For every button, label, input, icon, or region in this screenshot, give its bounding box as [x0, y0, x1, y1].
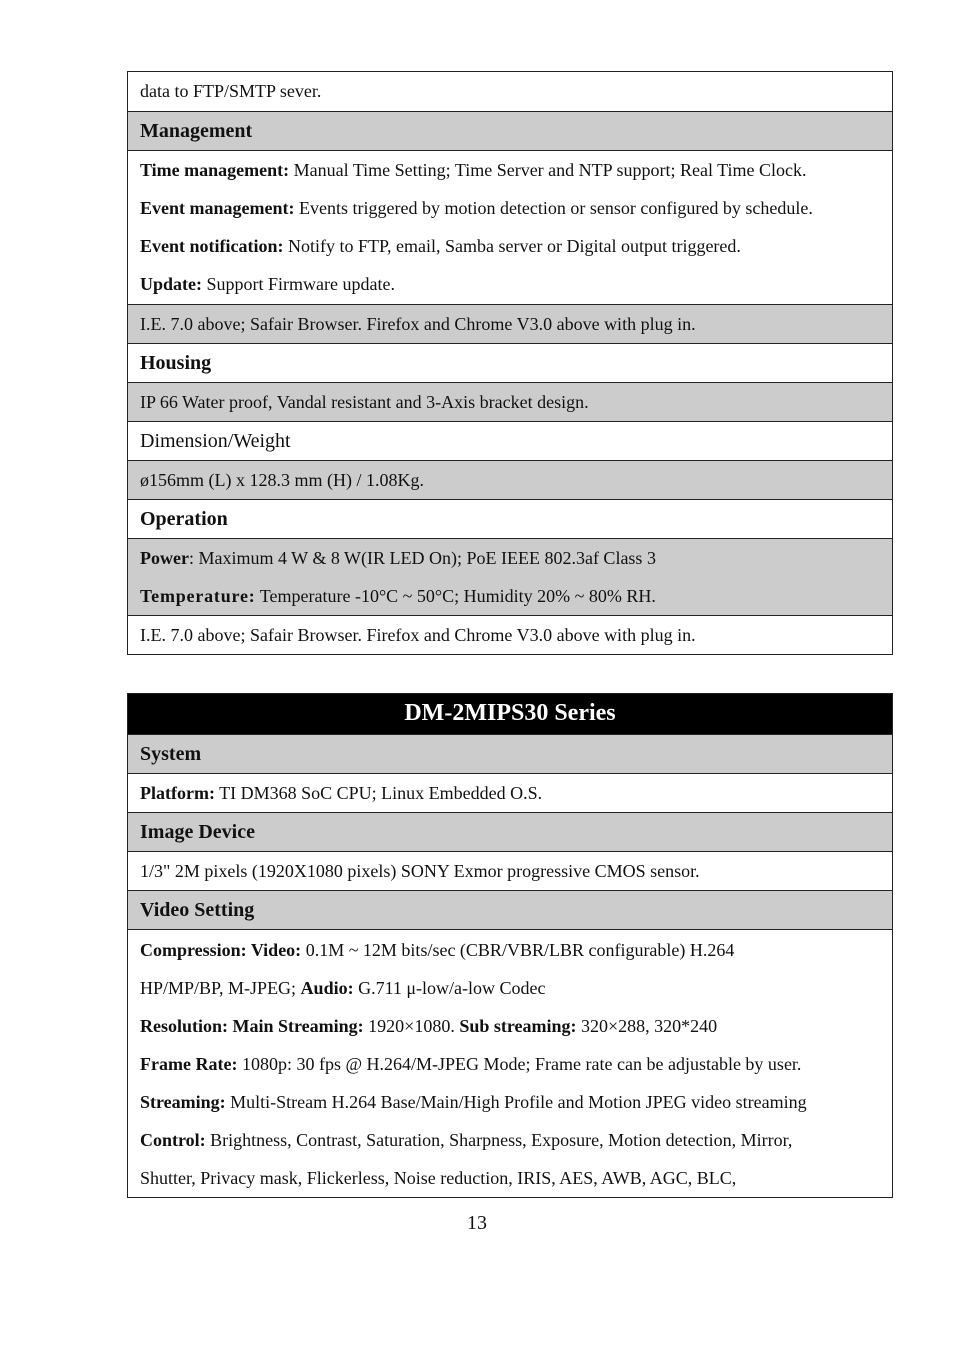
compression-text: 0.1M ~ 12M bits/sec (CBR/VBR/LBR configurable) H.264 — [301, 940, 735, 960]
video-setting-heading — [128, 890, 892, 929]
control-text: Brightness, Contrast, Saturation, Sharpness, Exposure, Motion detection, Mirror, — [205, 1130, 793, 1150]
series-title-text: DM-2MIPS30 Series — [404, 700, 616, 726]
management-details — [128, 150, 892, 304]
dimension-heading-text: Dimension/Weight — [140, 430, 291, 452]
power-line — [140, 539, 880, 577]
control-continued: Shutter, Privacy mask, Flickerless, Noise reduction, IRIS, AES, AWB, AGC, BLC, — [140, 1168, 737, 1188]
resolution-text: 1920×1080. — [363, 1016, 460, 1036]
sub-streaming-label: Sub streaming: — [459, 1016, 577, 1036]
frame-rate-label: Frame Rate: — [140, 1054, 238, 1074]
frame-rate-text: 1080p: 30 fps @ H.264/M-JPEG Mode; Frame rate can be adjustable by user. — [237, 1054, 802, 1074]
audio-line — [140, 969, 880, 1007]
housing-heading-text: Housing — [140, 352, 212, 374]
temperature-label: Temperature: — [140, 586, 256, 606]
event-management-label: Event management: — [140, 198, 295, 218]
browser-text-2: I.E. 7.0 above; Safair Browser. Firefox and Chrome V3.0 above with plug in. — [140, 625, 696, 645]
resolution-line — [140, 1007, 880, 1045]
housing-heading — [128, 343, 892, 382]
management-heading — [128, 111, 892, 150]
control-line — [140, 1121, 880, 1159]
compression-continued: HP/MP/BP, M-JPEG; — [140, 978, 301, 998]
event-management-text: Events triggered by motion detection or sensor configured by schedule. — [294, 198, 813, 218]
dimension-row — [128, 460, 892, 499]
operation-heading-text: Operation — [140, 508, 228, 530]
operation-details — [128, 538, 892, 615]
dimension-heading — [128, 421, 892, 460]
time-management-label: Time management: — [140, 160, 290, 180]
management-heading-text: Management — [140, 120, 253, 142]
streaming-label: Streaming: — [140, 1092, 226, 1112]
control-continued-line — [140, 1159, 880, 1197]
browser-text-1: I.E. 7.0 above; Safair Browser. Firefox and Chrome V3.0 above with plug in. — [140, 314, 696, 334]
browser-row-2 — [128, 615, 892, 654]
housing-row — [128, 382, 892, 421]
image-device-row — [128, 851, 892, 890]
resolution-label: Resolution: Main Streaming: — [140, 1016, 364, 1036]
page-number: 13 — [467, 1212, 487, 1234]
update-label: Update: — [140, 274, 202, 294]
series-title — [128, 694, 892, 734]
continued-text-row — [128, 72, 892, 111]
spec-table-continued — [127, 71, 893, 655]
time-management-line — [140, 151, 880, 189]
sub-streaming-text: 320×288, 320*240 — [576, 1016, 718, 1036]
image-device-text: 1/3" 2M pixels (1920X1080 pixels) SONY Exmor progressive CMOS sensor. — [140, 861, 700, 881]
audio-text: G.711 μ-low/a-low Codec — [353, 978, 546, 998]
control-label: Control: — [140, 1130, 206, 1150]
event-notification-line — [140, 227, 880, 265]
temperature-text: Temperature -10°C ~ 50°C; Humidity 20% ~ 80% RH. — [255, 586, 656, 606]
platform-row — [128, 773, 892, 812]
browser-row-1 — [128, 304, 892, 343]
temperature-line — [140, 577, 880, 615]
operation-heading — [128, 499, 892, 538]
continued-text: data to FTP/SMTP sever. — [140, 81, 322, 101]
time-management-text: Manual Time Setting; Time Server and NTP support; Real Time Clock. — [289, 160, 807, 180]
platform-text: TI DM368 SoC CPU; Linux Embedded O.S. — [214, 783, 543, 803]
compression-label: Compression: Video: — [140, 940, 302, 960]
video-setting-details — [128, 929, 892, 1197]
image-device-heading — [128, 812, 892, 851]
power-label: Power — [140, 548, 189, 568]
frame-rate-line — [140, 1045, 880, 1083]
system-heading-text: System — [140, 743, 202, 765]
dimension-text: ø156mm (L) x 128.3 mm (H) / 1.08Kg. — [140, 470, 424, 490]
video-setting-heading-text: Video Setting — [140, 899, 255, 921]
event-notification-text: Notify to FTP, email, Samba server or Digital output triggered. — [283, 236, 741, 256]
power-text: : Maximum 4 W & 8 W(IR LED On); PoE IEEE 802.3af Class 3 — [188, 548, 656, 568]
system-heading — [128, 734, 892, 773]
event-management-line — [140, 189, 880, 227]
image-device-heading-text: Image Device — [140, 821, 255, 843]
streaming-text: Multi-Stream H.264 Base/Main/High Profile and Motion JPEG video streaming — [225, 1092, 807, 1112]
update-line — [140, 265, 880, 303]
platform-label: Platform: — [140, 783, 215, 803]
audio-label: Audio: — [300, 978, 354, 998]
spec-table-dm-2mips30 — [127, 693, 893, 1198]
housing-text: IP 66 Water proof, Vandal resistant and 3-Axis bracket design. — [140, 392, 589, 412]
update-text: Support Firmware update. — [202, 274, 395, 294]
event-notification-label: Event notification: — [140, 236, 284, 256]
compression-line — [140, 931, 880, 969]
streaming-line — [140, 1083, 880, 1121]
